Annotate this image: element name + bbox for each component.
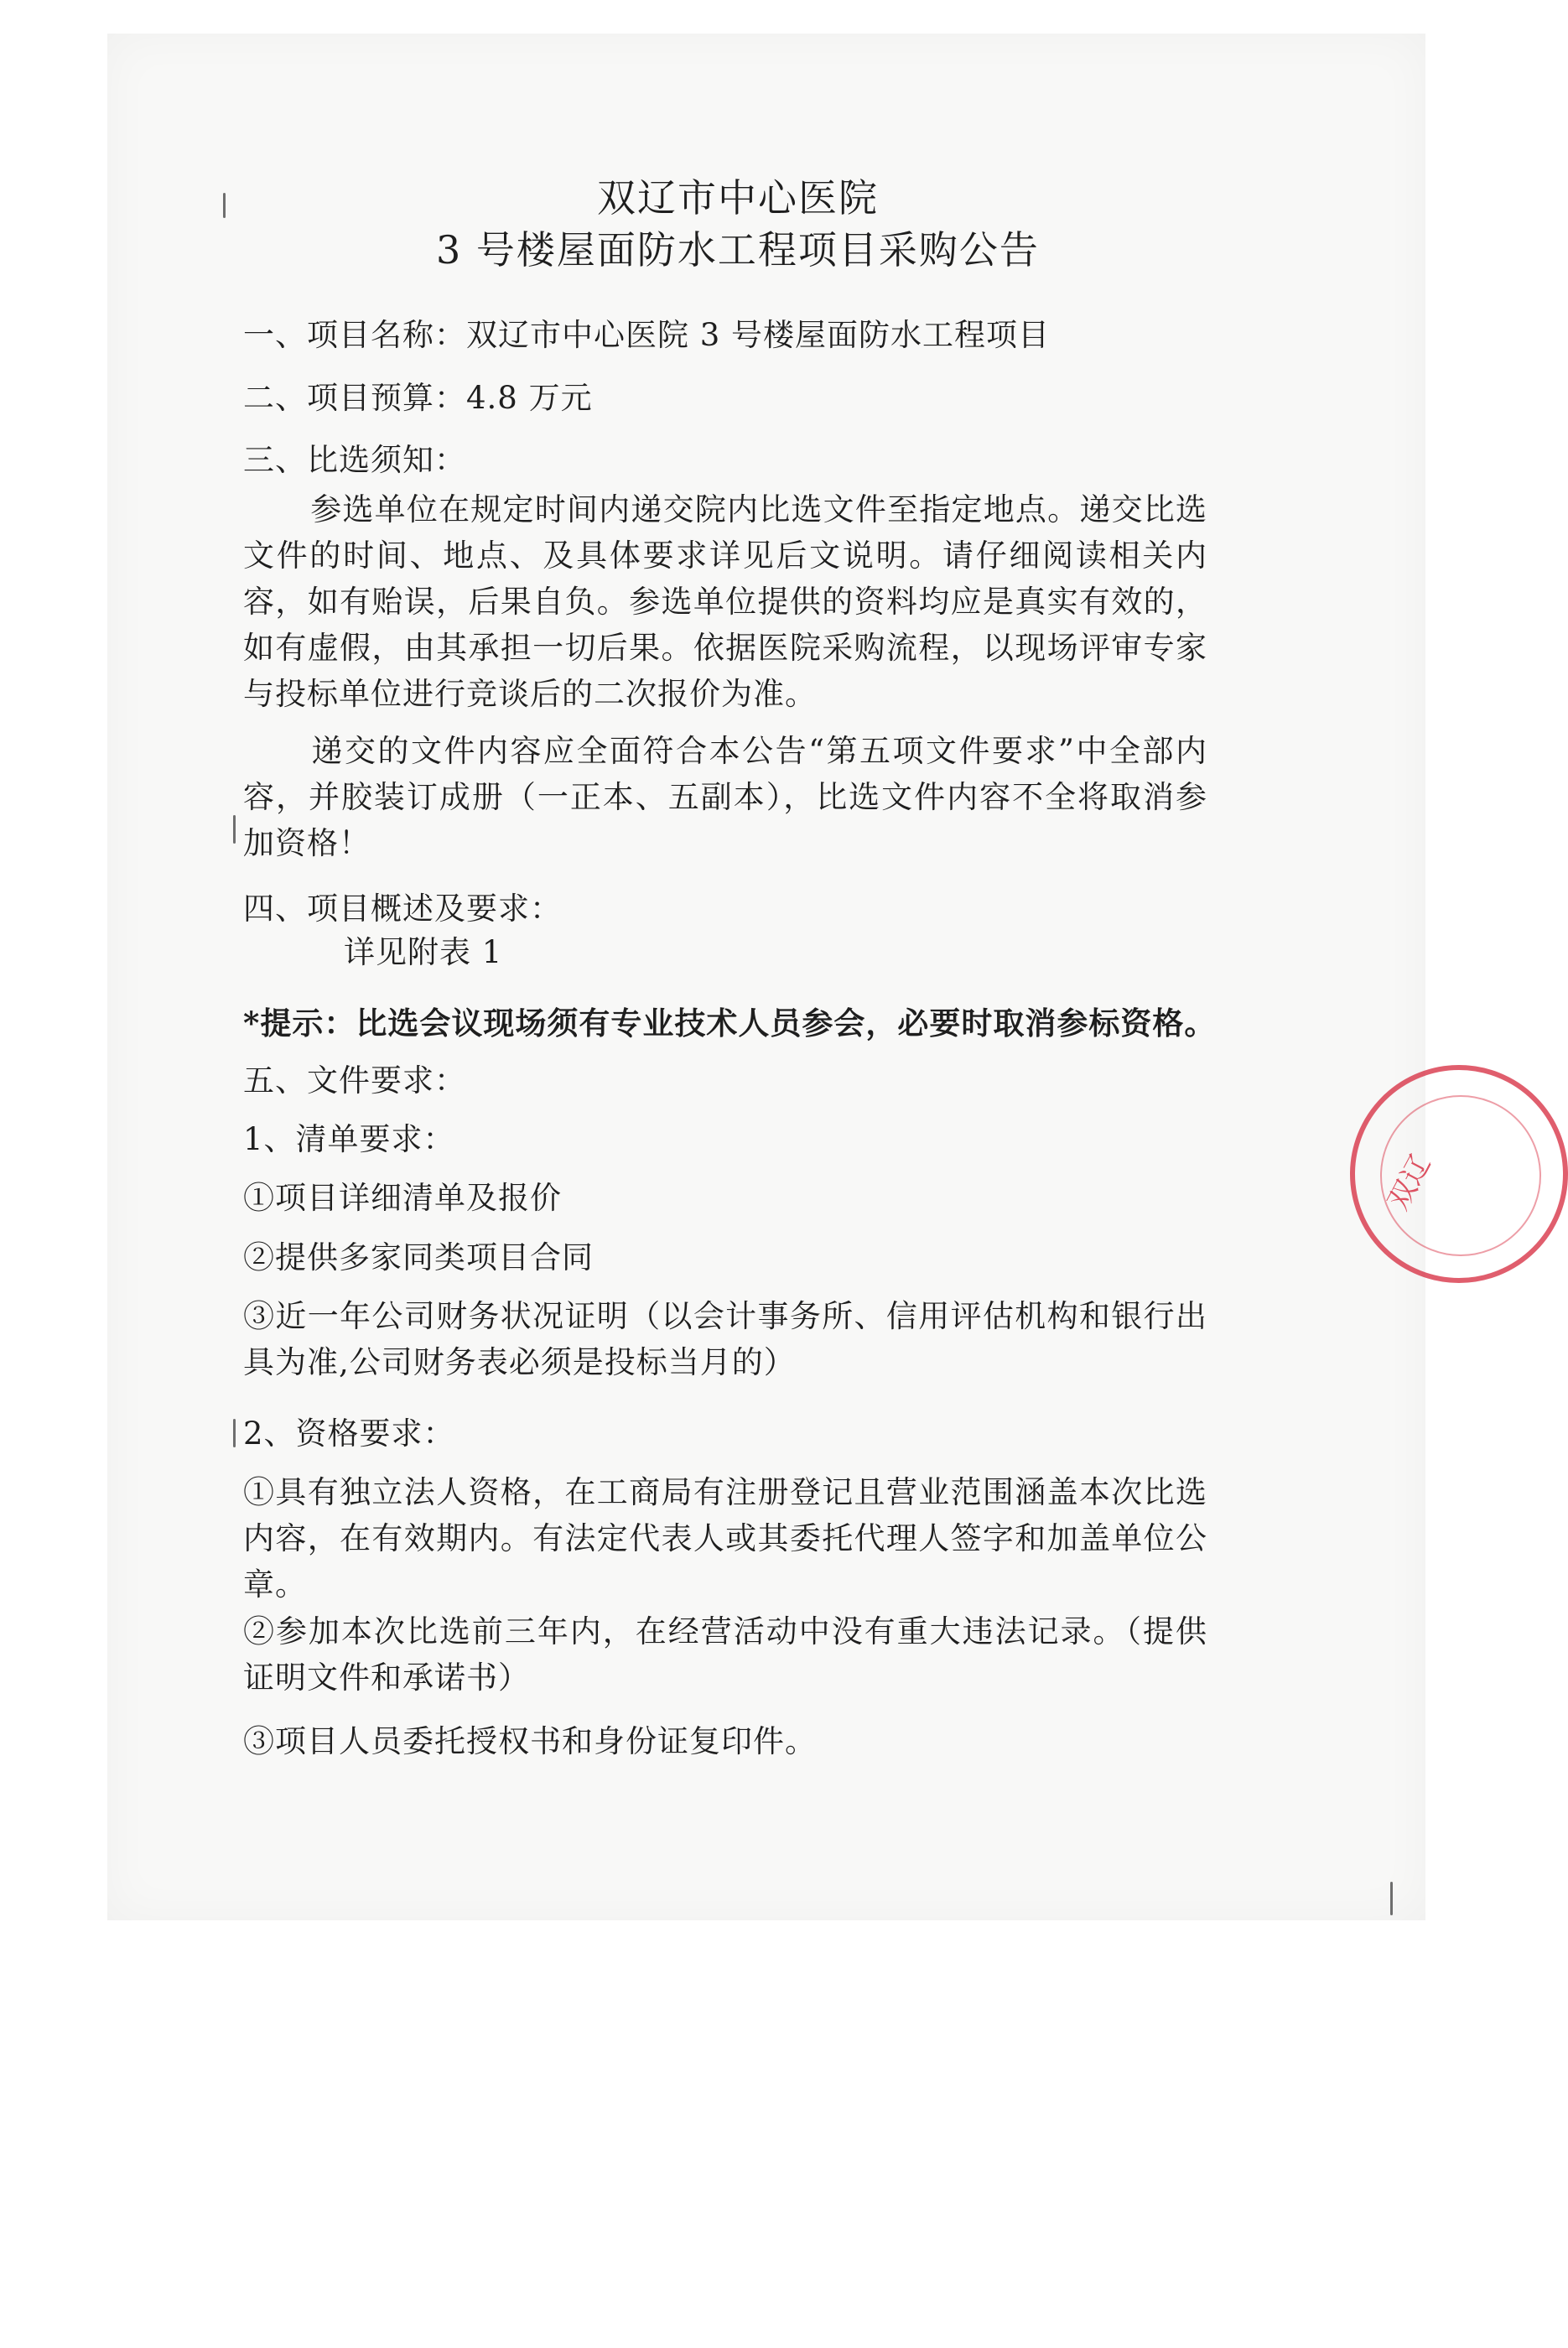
scan-mark bbox=[223, 193, 226, 218]
notice-paragraph-2 bbox=[243, 728, 1207, 866]
list-item-1: ①项目详细清单及报价 bbox=[243, 1180, 562, 1216]
section-project-overview: 四、项目概述及要求： bbox=[243, 891, 562, 927]
overview-detail: 详见附表 1 bbox=[344, 934, 503, 970]
scan-mark bbox=[233, 1419, 236, 1447]
list-item-3: ③近一年公司财务状况证明（以会计事务所、信用评估机构和银行出具为准,公司财务表必须是投标当月的） bbox=[243, 1298, 1207, 1380]
scan-mark bbox=[233, 815, 236, 844]
section-document-requirements: 五、文件要求： bbox=[243, 1062, 466, 1099]
section-selection-notice: 三、比选须知： bbox=[243, 442, 466, 478]
red-seal-text: 双辽 bbox=[1381, 1149, 1438, 1216]
qualification-item-3: ③项目人员委托授权书和身份证复印件。 bbox=[243, 1723, 817, 1759]
section-project-name: 一、项目名称：双辽市中心医院 3 号楼屋面防水工程项目 bbox=[243, 317, 1051, 353]
title-line-2: 3 号楼屋面防水工程项目采购公告 bbox=[436, 227, 1040, 273]
tip-notice: *提示：比选会议现场须有专业技术人员参会，必要时取消参标资格。 bbox=[243, 1005, 1217, 1042]
qualification-heading: 2、资格要求： bbox=[243, 1416, 455, 1452]
scan-mark bbox=[1390, 1882, 1393, 1915]
title-line-1: 双辽市中心医院 bbox=[597, 175, 879, 221]
notice-paragraph-1-text: 参选单位在规定时间内递交院内比选文件至指定地点。递交比选文件的时间、地点、及具体要求详见后文说明。请仔细阅读相关内容，如有贻误，后果自负。参选单位提供的资料均应是真实有效的，如有虚假，由其承担一切后果。依据医院采购流程，以现场评审专家与投标单位进行竞谈后的二次报价为准。 bbox=[243, 491, 1207, 712]
list-requirements-heading: 1、清单要求： bbox=[243, 1121, 455, 1157]
section-project-budget: 二、项目预算：4.8 万元 bbox=[243, 380, 593, 416]
notice-paragraph-2-text: 递交的文件内容应全面符合本公告“第五项文件要求”中全部内容，并胶装订成册（一正本、五副本），比选文件内容不全将取消参加资格！ bbox=[243, 733, 1207, 861]
list-item-2: ②提供多家同类项目合同 bbox=[243, 1239, 594, 1275]
notice-paragraph-1 bbox=[243, 486, 1207, 717]
qualification-item-2: ②参加本次比选前三年内，在经营活动中没有重大违法记录。（提供证明文件和承诺书） bbox=[243, 1613, 1207, 1696]
red-seal-stamp bbox=[1350, 1065, 1568, 1283]
qualification-item-1: ①具有独立法人资格，在工商局有注册登记且营业范围涵盖本次比选内容，在有效期内。有法定代表人或其委托代理人签字和加盖单位公章。 bbox=[243, 1474, 1207, 1603]
